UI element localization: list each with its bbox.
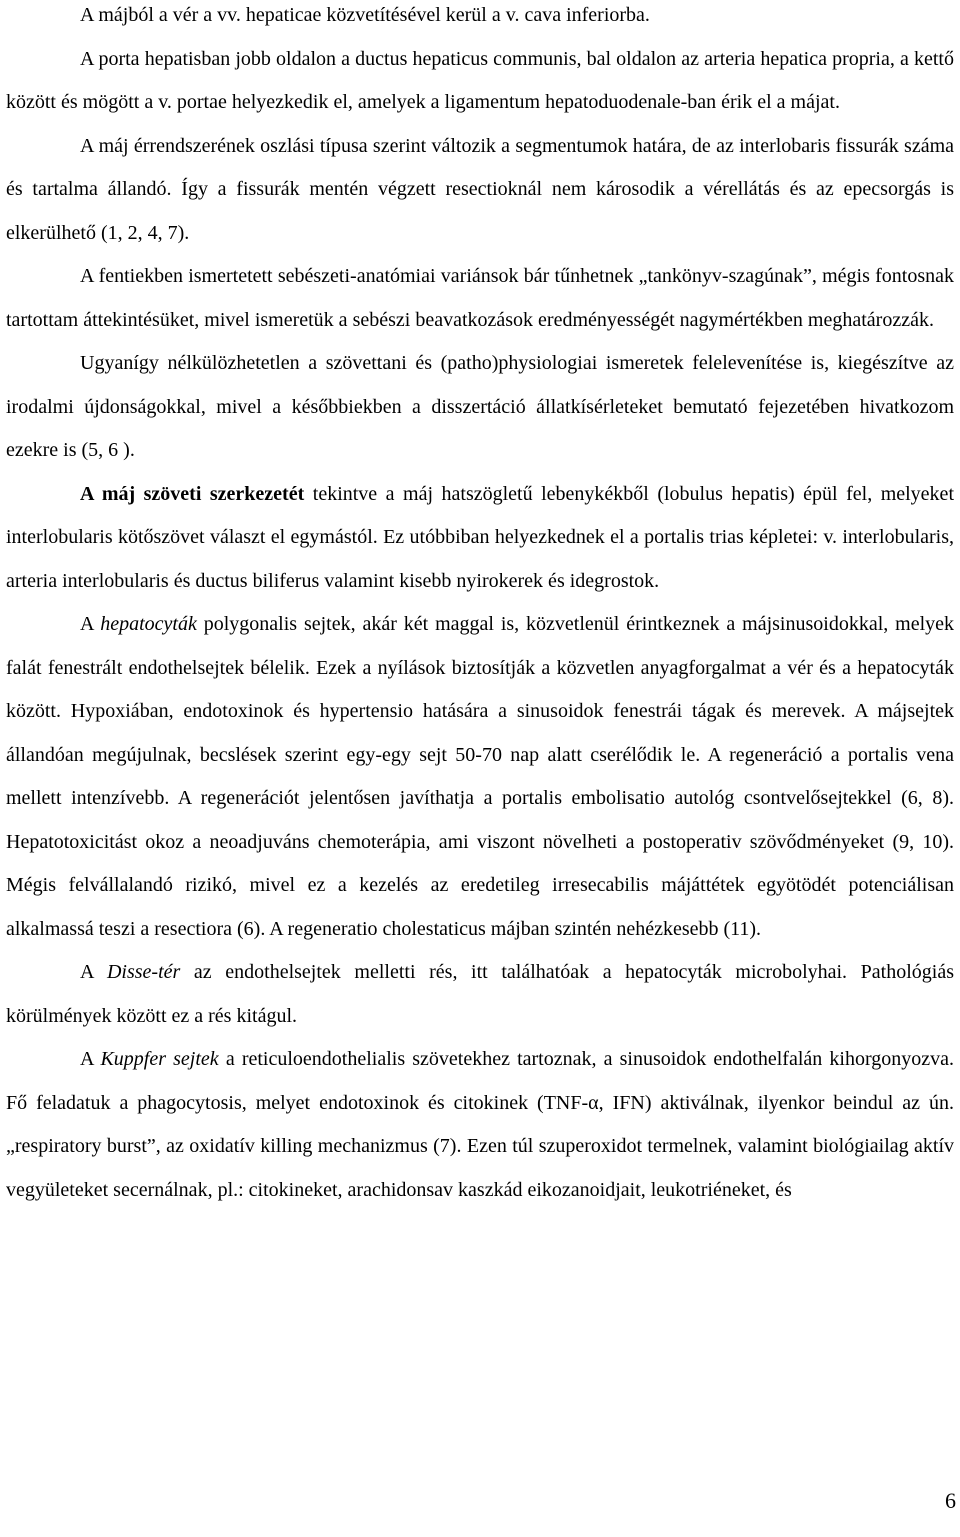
paragraph [6, 38, 954, 125]
paragraph [6, 473, 954, 604]
text-run: Ugyanígy nélkülözhetetlen a szövettani és (patho)physiologiai ismeretek felelevenítése is, kiegészítve az irodalmi újdonságokkal, mivel a későbbiekben a disszertáció állatkísérleteket bemutató fejezetében hivatkozom ezekre is (5, 6 ). [6, 352, 954, 461]
text-run: tekintve a máj hatszögletű lebenykékből (lobulus hepatis) épül fel, melyeket interlobularis kötőszövet választ el egymástól. Ez utóbbiban helyezkednek el a portalis trias képletei: v. interlobularis, arteria interlobularis és ductus biliferus valamint kisebb nyirokerek és idegrostok. [6, 482, 954, 592]
text-run: A [80, 961, 107, 983]
paragraph [6, 603, 954, 951]
paragraph [6, 255, 954, 342]
text-run: A [80, 613, 101, 635]
text-run: A fentiekben ismertetett sebészeti-anatómiai variánsok bár tűnhetnek „tankönyv-szagúnak”, mégis fontosnak tartottam áttekintésüket, mivel ismeretük a sebészi beavatkozások eredményességét nagymértékben meghatározzák. [6, 265, 954, 331]
text-run-italic: Kuppfer sejtek [100, 1048, 219, 1070]
text-run: A máj érrendszerének oszlási típusa szerint változik a segmentumok határa, de az interlobaris fissurák száma és tartalma állandó. Így a fissurák mentén végzett resectioknál nem károsodik a vérellátás és az epecsorgás is elkerülhető (1, 2, 4, 7). [6, 134, 954, 244]
text-run-italic: hepatocyták [100, 613, 197, 635]
paragraph [6, 1038, 954, 1212]
text-run: A májból a vér a vv. hepaticae közvetítésével kerül a v. cava inferiorba. [80, 4, 650, 26]
body-text [6, 0, 954, 1212]
page-number: 6 [945, 1488, 956, 1513]
text-run: polygonalis sejtek, akár két maggal is, közvetlenül érintkeznek a májsinusoidokkal, melyek falát fenestrált endothelsejtek bélelik. Ezek a nyílások biztosítják a közvetlen anyagforgalmat a vér és a hepatocyták között. Hypoxiában, endotoxinok és hypertensio hatására a sinusoidok fenestrái tágak és merevek. A májsejtek állandóan megújulnak, becslések szerint egy-egy sejt 50-70 nap alatt cserélődik le. A regeneráció a portalis vena mellett intenzívebb. A regenerációt jelentősen javíthatja a portalis embolisatio autológ csontvelősejtekkel (6, 8). Hepatotoxicitást okoz a neoadjuváns chemoterápia, ami viszont növelheti a postoperativ szövődményeket (9, 10). Mégis felvállalandó rizikó, mivel ez a kezelés az eredetileg irresecabilis májáttétek egyötödét potenciálisan alkalmassá teszi a resectiora (6). A regeneratio cholestaticus májban szintén nehézkesebb (11). [6, 613, 955, 940]
text-run: A porta hepatisban jobb oldalon a ductus hepaticus communis, bal oldalon az arteria hepatica propria, a kettő között és mögött a v. portae helyezkedik el, amelyek a ligamentum hepatoduodenale-ban érik el a májat. [6, 47, 954, 113]
text-run: A [80, 1048, 101, 1070]
text-run: az endothelsejtek melletti rés, itt találhatóak a hepatocyták microbolyhai. Pathológiás körülmények között ez a rés kitágul. [6, 961, 955, 1027]
paragraph [6, 342, 954, 473]
paragraph [6, 951, 954, 1038]
text-run: a reticuloendothelialis szövetekhez tartoznak, a sinusoidok endothelfalán kihorgonyozva. Fő feladatuk a phagocytosis, melyet endotoxinok és citokinek (TNF-α, IFN) aktiválnak, ilyenkor beindul az ún. „respiratory burst”, az oxidatív killing mechanizmus (7). Ezen túl szuperoxidot termelnek, valamint biológiailag aktív vegyületeket secernálnak, pl.: citokineket, arachidonsav kaszkád eikozanoidjait, leukotriéneket, és [6, 1048, 954, 1201]
document-page [6, 0, 954, 1212]
text-run-italic: Disse-tér [106, 961, 181, 983]
paragraph [6, 0, 954, 38]
paragraph [6, 125, 954, 256]
text-run-bold: A máj szöveti szerkezetét [80, 482, 305, 505]
